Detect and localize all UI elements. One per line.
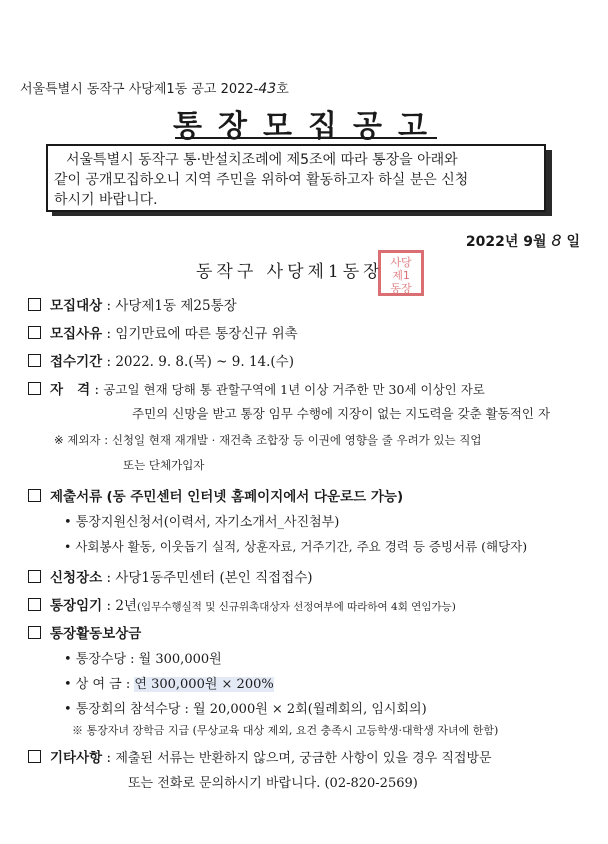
notice-number-suffix: 호 bbox=[276, 82, 289, 97]
item-documents bbox=[28, 485, 403, 505]
exclusion-line-1 bbox=[54, 432, 482, 448]
title-underline bbox=[175, 137, 437, 139]
item-reason: 모집사유 : 임기만료에 따른 통장신규 위촉 bbox=[28, 322, 298, 342]
compensation-bullet-1: • 통장수당 : 월 300,000원 bbox=[64, 652, 222, 667]
period-value: 2022. 9. 8.(목) ~ 9. 14.(수) bbox=[115, 354, 294, 370]
qualification-line-1: 공고일 현재 당해 통 관할구역에 1년 이상 거주한 만 30세 이상인 자로 bbox=[103, 382, 485, 397]
notice-number-prefix: 서울특별시 동작구 사당제1동 공고 2022- bbox=[20, 82, 259, 97]
date-day-handwritten: 8 bbox=[551, 231, 562, 250]
bonus-value: 연 300,000원 × 200% bbox=[134, 677, 274, 692]
documents-note: (동 주민센터 인터넷 홈페이지에서 다운로드 가능) bbox=[106, 489, 404, 505]
exclusion-line-2: 또는 단체가입자 bbox=[123, 458, 205, 472]
documents-label: 제출서류 bbox=[50, 489, 103, 505]
compensation-label: 통장활동보상금 bbox=[50, 626, 142, 642]
term-note: (임무수행실적 및 신규위촉대상자 선정여부에 따라하여 4회 연임가능) bbox=[136, 601, 456, 613]
checkbox-icon bbox=[28, 626, 41, 639]
checkbox-icon bbox=[28, 570, 41, 583]
documents-bullet-2: • 사회봉사 활동, 이웃돕기 실적, 상훈자료, 거주기간, 주요 경력 등 증빙서류 (해당자) bbox=[64, 539, 528, 554]
checkbox-icon bbox=[28, 354, 41, 367]
notice-number bbox=[20, 78, 289, 97]
compensation-bullet-2 bbox=[64, 673, 274, 692]
place-value: 사당1동주민센터 (본인 직접접수) bbox=[115, 570, 313, 586]
notice-date bbox=[466, 231, 580, 251]
term-value: 2년 bbox=[115, 598, 137, 614]
item-qualification: 자 격 : 공고일 현재 당해 통 관할구역에 1년 이상 거주한 만 30세 이상인 자로 bbox=[28, 378, 485, 398]
exclusion-mark: ※ 제외자 : bbox=[54, 433, 109, 447]
item-period: 접수기간 : 2022. 9. 8.(목) ~ 9. 14.(수) bbox=[28, 350, 294, 370]
compensation-bullet-3: • 통장회의 참석수당 : 월 20,000원 × 2회(월례회의, 임시회의) bbox=[64, 702, 427, 717]
item-term: 통장임기 : 2년(임무수행실적 및 신규위촉대상자 선정여부에 따라하여 4회 연임가능) bbox=[28, 594, 456, 614]
official-seal: 사당 제1 동장 bbox=[378, 250, 424, 296]
date-suffix: 일 bbox=[566, 234, 580, 250]
item-compensation bbox=[28, 622, 141, 642]
qualification-line-2: 주민의 신망을 받고 통장 임무 수행에 지장이 없는 지도력을 갖춘 활동적인 자 bbox=[132, 406, 551, 421]
term-label: 통장임기 bbox=[50, 598, 103, 614]
place-label: 신청장소 bbox=[50, 570, 103, 586]
target-value: 사당제1동 제25통장 bbox=[115, 298, 237, 314]
qualification-label: 자 격 bbox=[50, 382, 91, 398]
checkbox-icon bbox=[28, 489, 41, 502]
reason-value: 임기만료에 따른 통장신규 위촉 bbox=[115, 326, 298, 342]
period-label: 접수기간 bbox=[50, 354, 103, 370]
checkbox-icon bbox=[28, 326, 41, 339]
intro-line-3: 하시기 바랍니다. bbox=[54, 192, 158, 208]
other-label: 기타사항 bbox=[50, 750, 103, 766]
exclusion-text: 신청일 현재 재개발 · 재건축 조합장 등 이권에 영향을 줄 우려가 있는 직업 bbox=[111, 433, 482, 447]
intro-box bbox=[46, 144, 546, 212]
intro-line-1: 서울특별시 동작구 통·반설치조례에 제5조에 따라 통장을 아래와 bbox=[66, 152, 458, 168]
other-line-1: 제출된 서류는 반환하지 않으며, 궁금한 사항이 있을 경우 직접방문 bbox=[115, 751, 492, 766]
item-place: 신청장소 : 사당1동주민센터 (본인 직접접수) bbox=[28, 566, 313, 586]
notice-number-handwritten: 43 bbox=[258, 81, 277, 97]
other-line-2: 또는 전화로 문의하시기 바랍니다. (02-820-2569) bbox=[128, 776, 418, 791]
checkbox-icon bbox=[28, 382, 41, 395]
documents-bullet-1: • 통장지원신청서(이력서, 자기소개서_사진첨부) bbox=[64, 515, 340, 530]
item-target: 모집대상 : 사당제1동 제25통장 bbox=[28, 294, 237, 314]
checkbox-icon bbox=[28, 598, 41, 611]
reason-label: 모집사유 bbox=[50, 326, 103, 342]
intro-line-2: 같이 공개모집하오니 지역 주민을 위하여 활동하고자 하실 분은 신청 bbox=[54, 172, 469, 188]
page-title: 통장모집공고 bbox=[173, 109, 443, 144]
bonus-label: • 상 여 금 : bbox=[64, 677, 135, 692]
item-other: 기타사항 : 제출된 서류는 반환하지 않으며, 궁금한 사항이 있을 경우 직접방문 bbox=[28, 746, 492, 766]
compensation-note: ※ 통장자녀 장학금 지급 (무상교육 대상 제외, 요건 충족시 고등학생·대학생 자녀에 한함) bbox=[72, 724, 499, 737]
date-prefix: 2022년 9월 bbox=[465, 234, 547, 250]
checkbox-icon bbox=[28, 298, 41, 311]
target-label: 모집대상 bbox=[50, 298, 103, 314]
checkbox-icon bbox=[28, 750, 41, 763]
issuer: 동작구 사당제1동장 bbox=[196, 262, 384, 282]
